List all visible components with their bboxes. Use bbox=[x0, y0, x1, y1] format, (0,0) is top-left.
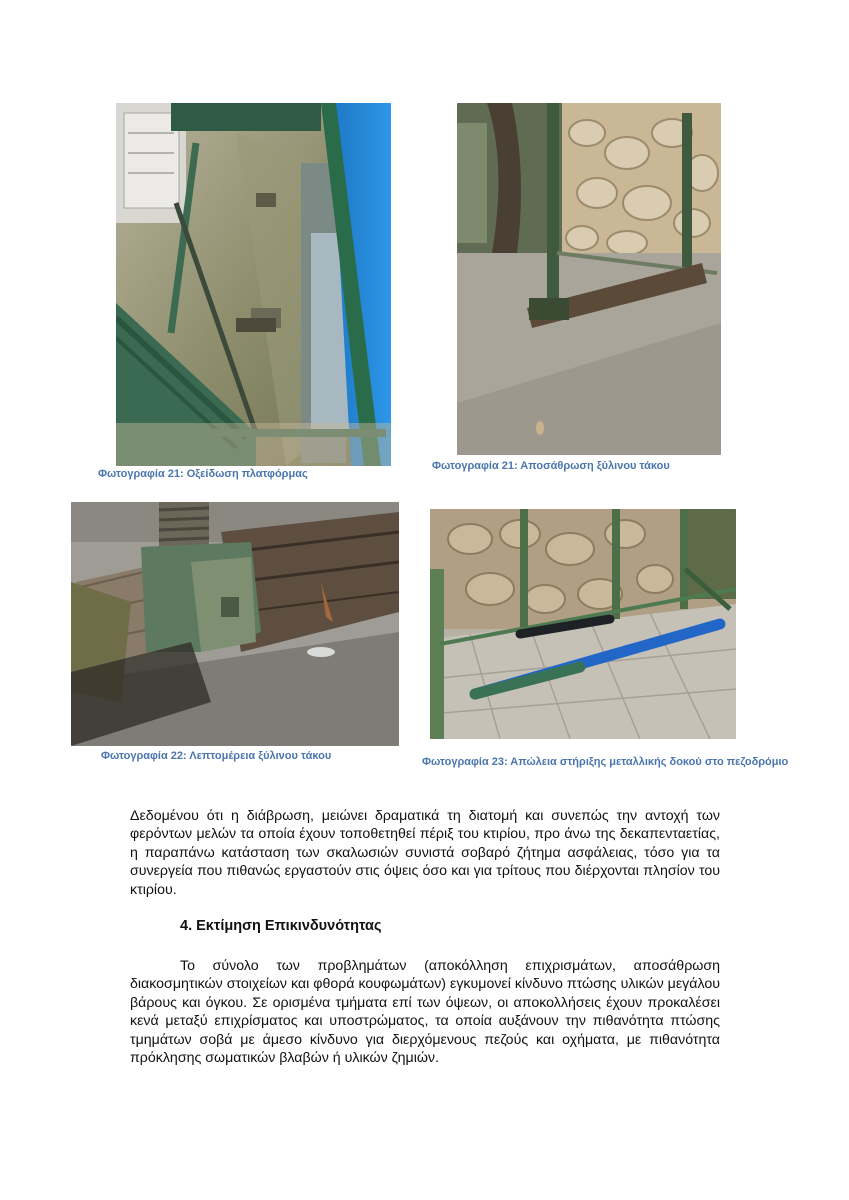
paragraph-risk-text: Το σύνολο των προβλημάτων (αποκόλληση επιχρισμάτων, αποσάθρωση διακοσμητικών στοιχείων και φθορά κουφωμάτων) εγκυμονεί κίνδυνο πτώσης υλικών μεγάλου βάρους και όγκου. Σε ορισμένα τμήματα επί των όψεων, οι αποκολλήσεις έχουν προκαλέσει κενά μεταξύ επιχρίσματος και υποστρώματος, τα οποία αυξάνουν την πιθανότητα πτώσης τμημάτων σοβά με άμεσο κίνδυνο για διερχόμενους πεζούς και οχήματα, με πιθανότητα πρόκλησης σωματικών βλαβών ή υλικών ζημιών. bbox=[130, 958, 720, 1067]
photo-wooden-block-sidewalk bbox=[457, 103, 721, 455]
section-heading: 4. Εκτίμηση Επικινδυνότητας bbox=[180, 918, 382, 934]
photo-wooden-block-detail bbox=[71, 502, 399, 746]
photo-22-caption: Φωτογραφία 22: Λεπτομέρεια ξύλινου τάκου bbox=[101, 750, 332, 762]
photo-21b-caption: Φωτογραφία 21: Αποσάθρωση ξύλινου τάκου bbox=[432, 460, 670, 472]
photo-23-caption: Φωτογραφία 23: Απώλεια στήριξης μεταλλικής δοκού στο πεζοδρόμιο bbox=[422, 756, 789, 768]
photo-scaffold-platform bbox=[116, 103, 391, 466]
paragraph-corrosion bbox=[130, 807, 720, 899]
photo-21a-caption: Φωτογραφία 21: Οξείδωση πλατφόρμας bbox=[98, 468, 308, 480]
paragraph-risk bbox=[130, 957, 720, 1067]
photo-beam-sidewalk bbox=[430, 509, 736, 739]
paragraph-corrosion-text: Δεδομένου ότι η διάβρωση, μειώνει δραματικά τη διατομή και συνεπώς την αντοχή των φερόντων μελών τα οποία έχουν τοποθετηθεί πέριξ του κτιρίου, προ άνω της δεκαπενταετίας, η παραπάνω κατάσταση των σκαλωσιών συνιστά σοβαρό ζήτημα ασφάλειας, τόσο για τα συνεργεία που πιθανώς εργαστούν στις όψεις όσο και για τρίτους που διέρχονται πλησίον του κτιρίου. bbox=[130, 808, 720, 898]
